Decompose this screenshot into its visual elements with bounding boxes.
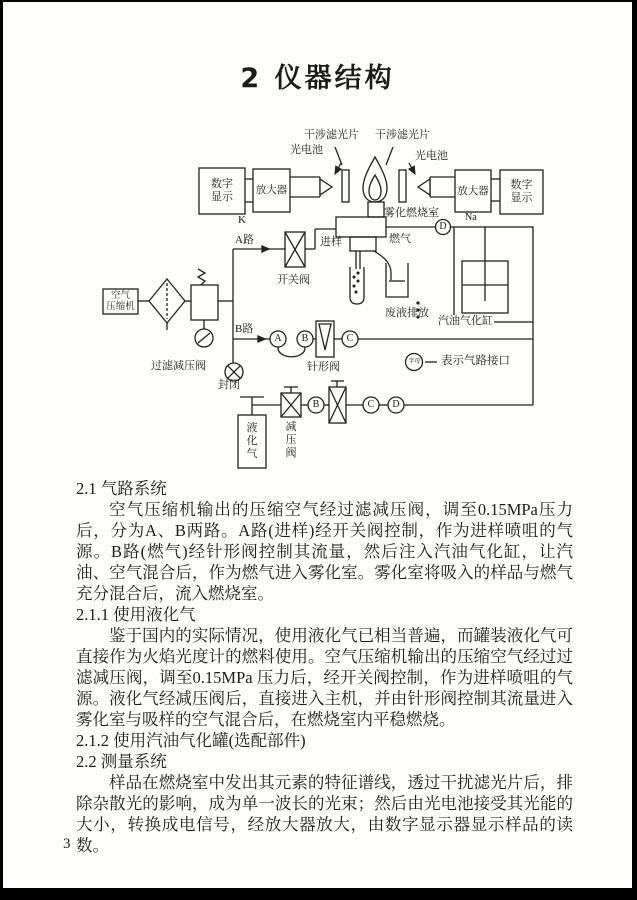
section-heading-gas-system: 2.1 气路系统 xyxy=(76,479,167,498)
air-compressor-line2: 压缩机 xyxy=(106,301,135,312)
page-title: 2 仪器结构 xyxy=(240,63,395,94)
fuel-gas-label: 燃气 xyxy=(389,233,411,245)
port-c2-connector: C xyxy=(367,399,375,410)
needle-valve-label: 针形阀 xyxy=(307,361,340,373)
section-body-gas-system: 空气压缩机输出的压缩空气经过滤减压阀，调至0.15MPa压力后，分为A、B两路。A路(进样)经开关阀控制，作为进样喷咀的气源。B路(燃气)经针形阀控制其流量，然后注入汽油气化缸，让汽油、空气混合后，作为燃气进入雾化室。雾化室将吸入的样品与燃气充分混合后，流入燃烧室。 xyxy=(76,500,573,603)
section-body-measurement: 样品在燃烧室中发出其元素的特征谱线，透过干扰滤光片后，排除杂散光的影响，成为单一波长的光束；然后由光电池接受其光能的大小，转换成电信号，经放大器放大，由数字显示器显示样品的读数。 xyxy=(76,773,573,855)
section-body-lpg: 鉴于国内的实际情况，使用液化气已相当普遍，而罐装液化气可直接作为火焰光度计的燃料使用。空气压缩机输出的压缩空气经过过滤减压阀，调至0.15MPa 压力后，经开关阀控制，作为进样喷咀的气源。液化气经减压阀后，直接进入主机，并由针形阀控制其流量进入雾化室与吸样的空气混合后，在燃烧室内平稳燃烧。 xyxy=(76,626,573,729)
digital-display-left-box xyxy=(199,168,245,214)
diagram-canvas xyxy=(88,129,568,475)
gasoline-vaporizer-label: 汽油气化缸 xyxy=(438,315,493,327)
page-number: 3 xyxy=(63,836,71,852)
port-d2-connector: D xyxy=(392,399,400,410)
channel-k-label: K xyxy=(238,214,246,226)
amplifier-right-label: 放大器 xyxy=(457,185,489,197)
amplifier-right-box xyxy=(455,170,491,212)
document-page xyxy=(3,2,632,888)
lpg-tank-box xyxy=(238,415,266,468)
legend-circle-letter: 字母 xyxy=(408,359,421,365)
waste-drain-label: 废液排放 xyxy=(385,307,429,319)
path-a-label: A路 xyxy=(235,234,254,246)
lpg-tank-label: 液化气 xyxy=(246,422,258,460)
filter-regulator-label: 过滤减压阀 xyxy=(151,360,206,372)
digital-display-right-line2: 显示 xyxy=(510,192,533,204)
port-d-connector: D xyxy=(439,221,447,232)
interference-filter-right-label: 干涉滤光片 xyxy=(375,129,430,141)
instrument-diagram xyxy=(88,129,568,475)
channel-na-label: Na xyxy=(465,212,477,223)
amplifier-left-box xyxy=(253,169,290,212)
closed-port-label: 封闭 xyxy=(218,379,240,391)
digital-display-right-box xyxy=(500,170,543,214)
section-heading-lpg: 2.1.1 使用液化气 xyxy=(76,605,196,624)
atomizer-chamber-label: 雾化燃烧室 xyxy=(384,207,439,219)
port-b2-connector: B xyxy=(312,399,320,410)
port-b-connector: B xyxy=(301,333,309,344)
photocell-right-label: 光电池 xyxy=(415,150,448,162)
section-heading-measurement: 2.2 测量系统 xyxy=(76,752,167,771)
port-c-connector: C xyxy=(346,333,354,344)
switch-valve-label: 开关阀 xyxy=(277,274,310,286)
sample-inlet-label: 进样 xyxy=(320,236,342,248)
digital-display-left-line1: 数字 xyxy=(211,178,233,190)
digital-display-right-line1: 数字 xyxy=(510,179,533,191)
body-text xyxy=(76,478,573,856)
path-b-label: B路 xyxy=(235,323,254,335)
port-a-connector: A xyxy=(274,333,282,344)
air-compressor-box xyxy=(103,289,138,314)
air-compressor-line1: 空气 xyxy=(110,290,130,301)
interference-filter-left-label: 干涉滤光片 xyxy=(304,129,359,141)
legend-text: 表示气路接口 xyxy=(441,355,510,367)
digital-display-left-line2: 显示 xyxy=(211,191,233,203)
section-heading-gasoline-tank: 2.1.2 使用汽油气化罐(选配部件) xyxy=(76,731,306,750)
photocell-left-label: 光电池 xyxy=(290,144,323,156)
amplifier-left-label: 放大器 xyxy=(255,185,288,196)
reducing-valve-label-box xyxy=(283,417,299,463)
reducing-valve-label: 减压阀 xyxy=(285,420,297,459)
